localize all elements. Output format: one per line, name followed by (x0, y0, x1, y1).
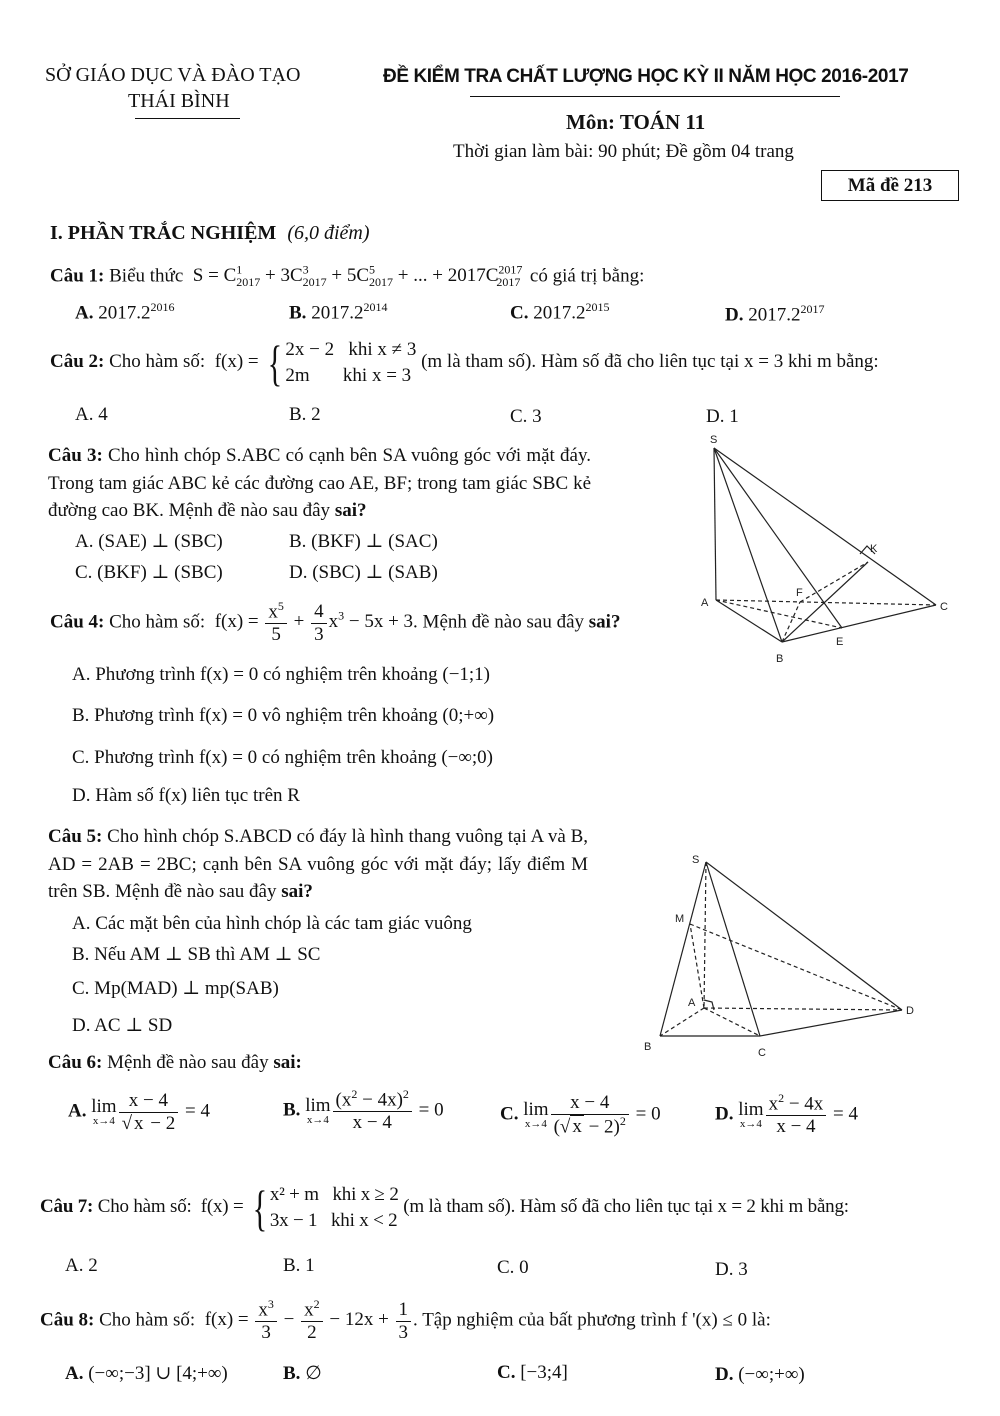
q4-option-c[interactable]: C. Phương trình f(x) = 0 có nghiệm trên khoảng (−∞;0) (72, 747, 494, 768)
pyramid-figure-sabcd (640, 850, 920, 1065)
time-info: Thời gian làm bài: 90 phút; Đề gồm 04 trang (453, 141, 794, 162)
q2-text-pre: Cho hàm số: (109, 351, 206, 372)
q5-label: Câu 5: (48, 826, 103, 847)
q7-function: f(x) = { x² + m khi x ≥ 2 3x − 1 khi x < 2 (196, 1179, 399, 1236)
q8-option-d[interactable]: D. (−∞;+∞) (715, 1364, 805, 1385)
q1-option-b[interactable]: B. $2017.2^{2014}$ (289, 300, 388, 324)
q2-function: f(x) = { 2x − 2 khi x ≠ 3 2m khi x = 3 (209, 334, 417, 391)
q7-text-post: (m là tham số). Hàm số đã cho liên tục tại x = 2 khi m bằng: (403, 1196, 849, 1217)
question-2 (50, 334, 879, 391)
pyramid-figure-sabc (690, 430, 955, 670)
question-6 (48, 1049, 302, 1077)
q5-sai: sai? (281, 881, 313, 903)
q6-option-a[interactable]: A. lim x→4 $\frac{x - 4}{√ x - 2}$ = 4 (68, 1090, 210, 1134)
question-8 (40, 1298, 771, 1344)
q2-text-post: (m là tham số). Hàm số đã cho liên tục tại x = 3 khi m bằng: (421, 351, 879, 372)
q5-option-a[interactable]: A. Các mặt bên của hình chóp là các tam giác vuông (72, 913, 472, 934)
q7-option-a[interactable]: A. 2 (65, 1255, 98, 1276)
label-s: S (710, 434, 718, 446)
q3-text: Cho hình chóp S.ABC có cạnh bên SA vuông góc với mặt đáy. Trong tam giác ABC kẻ các đường cao AE, BF; trong tam giác SBC kẻ đường cao BK. Mệnh đề nào sau đây (48, 445, 591, 522)
subject: Môn: TOÁN 11 (566, 110, 706, 134)
label-d: D (906, 1005, 914, 1017)
q4-label: Câu 4: (50, 611, 105, 633)
label-a: A (701, 597, 709, 609)
dept-underline (135, 118, 240, 119)
q4-text-post: . Mệnh đề nào sau đây (413, 611, 585, 633)
exam-title: ĐỀ KIỂM TRA CHẤT LƯỢNG HỌC KỲ II NĂM HỌC 2016-2017 (383, 66, 909, 87)
q5-option-c[interactable]: C. Mp(MAD) ⊥ mp(SAB) (72, 978, 279, 999)
edge-sb (660, 862, 706, 1036)
question-5 (48, 823, 588, 906)
q3-option-b[interactable]: B. (BKF) ⊥ (SAC) (289, 531, 438, 552)
q6-option-b[interactable]: B. lim x→4 $\frac{(x^2 - 4x)^2}{x - 4}$ = 0 (283, 1087, 444, 1134)
q3-label: Câu 3: (48, 445, 103, 466)
q4-option-d[interactable]: D. Hàm số f(x) liên tục trên R (72, 785, 300, 806)
q7-label: Câu 7: (40, 1196, 94, 1217)
edge-ac (704, 1008, 760, 1036)
edge-ab (716, 600, 782, 642)
q2-option-b[interactable]: B. 2 (289, 404, 321, 425)
q5-option-d[interactable]: D. AC ⊥ SD (72, 1015, 173, 1036)
q2-label: Câu 2: (50, 351, 105, 372)
q7-option-c[interactable]: C. 0 (497, 1257, 529, 1278)
q8-label: Câu 8: (40, 1309, 95, 1331)
label-f: F (796, 587, 803, 599)
q4-function: f(x) = $\frac{x^5}{5}$ + $\frac{4}{3}$ $x^3 - 5x + 3$ (209, 599, 414, 646)
q3-sai: sai? (334, 500, 367, 522)
edge-ad (704, 1008, 902, 1010)
q1-option-d[interactable]: D. $2017.2^{2017}$ (725, 302, 825, 326)
dept-line2: THÁI BÌNH (128, 90, 230, 112)
label-b: B (776, 653, 784, 665)
q5-text: Cho hình chóp S.ABCD có đáy là hình thang vuông tại A và B, AD = 2AB = 2BC; cạnh bên SA vuông góc với mặt đáy; lấy điểm M trên SB. Mệnh đề nào sau đây (48, 826, 589, 903)
q2-option-d[interactable]: D. 1 (706, 406, 739, 427)
q1-option-c[interactable]: C. $2017.2^{2015}$ (510, 300, 610, 324)
q1-text-pre: Biểu thức (109, 265, 184, 287)
label-s: S (692, 854, 700, 866)
line-bf (782, 602, 800, 642)
question-4 (50, 600, 620, 646)
q8-function: f(x) = $\frac{x^3}{3}$ − $\frac{x^2}{2}$ − 12x + $\frac{1}{3}$ (200, 1309, 413, 1330)
label-a: A (688, 997, 696, 1009)
q4-option-a[interactable]: A. Phương trình f(x) = 0 có nghiệm trên khoảng (−1;1) (72, 664, 491, 685)
q1-text-post: có giá trị bằng: (529, 265, 645, 287)
q1-option-a[interactable]: A. $2017.2^{2016}$ (75, 300, 175, 324)
q3-option-a[interactable]: A. (SAE) ⊥ (SBC) (75, 531, 223, 552)
label-e: E (836, 636, 844, 648)
q2-option-c[interactable]: C. 3 (510, 406, 542, 427)
q7-option-b[interactable]: B. 1 (283, 1255, 315, 1276)
question-1 (50, 262, 644, 292)
line-se (714, 448, 842, 628)
label-b: B (644, 1041, 652, 1053)
exam-code-box (821, 170, 959, 201)
q6-text: Mệnh đề nào sau đây (107, 1052, 269, 1073)
title-underline (470, 96, 840, 97)
q8-text-post: . Tập nghiệm của bất phương trình f '(x) ≤ 0 là: (413, 1309, 771, 1331)
edge-sd (706, 862, 902, 1010)
label-c: C (758, 1047, 766, 1059)
q6-option-c[interactable]: C. lim x→4 $\frac{x - 4}{(√ x - 2)^2}$ = 0 (500, 1092, 661, 1138)
q8-option-b[interactable]: B. ∅ (283, 1363, 322, 1384)
label-k: K (870, 543, 878, 555)
q3-option-d[interactable]: D. (SBC) ⊥ (SAB) (289, 562, 438, 583)
edge-cd (760, 1010, 902, 1036)
q7-option-d[interactable]: D. 3 (715, 1259, 748, 1280)
edge-sa (704, 862, 706, 1008)
exam-code: Mã đề 213 (847, 175, 933, 196)
q6-sai: sai: (273, 1052, 302, 1073)
q4-text-pre: Cho hàm số: (109, 611, 206, 633)
q1-expression: $S = C^1_{2017} + 3C^3_{2017} + 5C^5_{2017}$ + ... + $2017C^{2017}_{2017}$ (188, 263, 523, 290)
edge-sa (714, 448, 716, 600)
q4-option-b[interactable]: B. Phương trình f(x) = 0 vô nghiệm trên khoảng (0;+∞) (72, 705, 495, 726)
line-fk (800, 562, 868, 602)
line-am (690, 924, 704, 1008)
section-points: (6,0 điểm) (287, 222, 370, 244)
q6-option-d[interactable]: D. lim x→4 $\frac{x^2 - 4x}{x - 4}$ = 4 (715, 1091, 859, 1138)
label-m: M (675, 913, 685, 925)
q3-option-c[interactable]: C. (BKF) ⊥ (SBC) (75, 562, 223, 583)
edge-sc (714, 448, 936, 605)
question-7 (40, 1179, 849, 1236)
q4-sai: sai? (588, 611, 621, 633)
dept-line1: SỞ GIÁO DỤC VÀ ĐÀO TẠO (45, 64, 301, 86)
q1-label: Câu 1: (50, 265, 105, 287)
line-md (690, 924, 902, 1010)
q5-option-b[interactable]: B. Nếu AM ⊥ SB thì AM ⊥ SC (72, 944, 321, 965)
question-3 (48, 442, 591, 525)
q8-option-c[interactable]: C. [−3;4] (497, 1362, 568, 1383)
q8-option-a[interactable]: A. (−∞;−3] ∪ [4;+∞) (65, 1363, 228, 1384)
q6-label: Câu 6: (48, 1052, 103, 1073)
q7-text-pre: Cho hàm số: (97, 1196, 192, 1217)
q2-option-a[interactable]: A. 4 (75, 404, 108, 425)
edge-bc (782, 605, 936, 642)
section-heading (50, 222, 370, 245)
label-c: C (940, 601, 948, 613)
q8-text-pre: Cho hàm số: (99, 1309, 196, 1331)
section-title: I. PHẦN TRẮC NGHIỆM (50, 222, 277, 244)
